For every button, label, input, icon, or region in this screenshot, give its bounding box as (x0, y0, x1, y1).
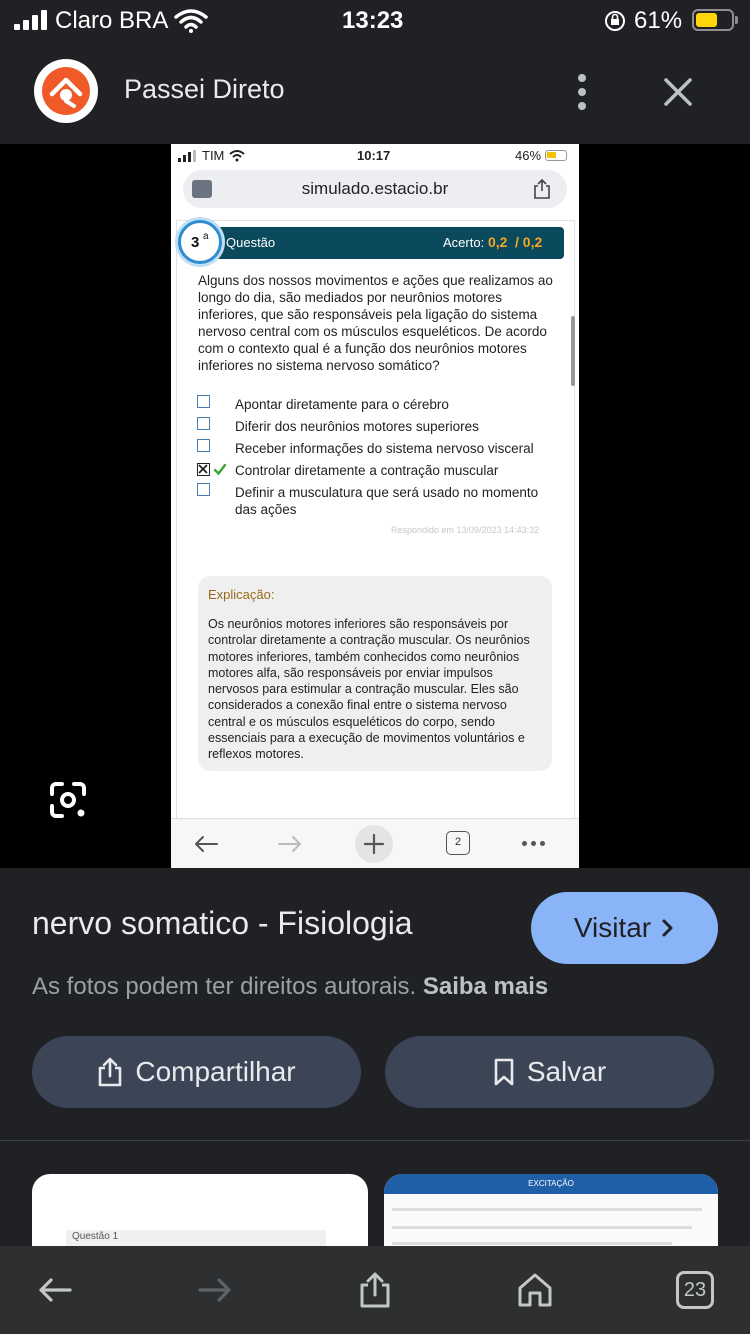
app-header (0, 44, 750, 144)
battery-icon (692, 9, 734, 31)
question-line: inferiores no sistema nervoso somático? (198, 358, 440, 373)
explanation-line: controlar diretamente a contração muscular. Os neurônios (208, 633, 530, 648)
visit-label: Visitar (573, 912, 652, 943)
tabs-button[interactable] (667, 1262, 723, 1318)
inner-signal-icon (178, 150, 198, 162)
related-thumb-text: Questão 1 (72, 1231, 119, 1242)
explanation-line: motores alfa, são responsáveis por enviar impulsos (208, 665, 493, 680)
option-label-correct: Controlar diretamente a contração muscular (235, 463, 499, 478)
share-icon (358, 1270, 392, 1310)
question-label: Questão (226, 235, 276, 250)
option-checkbox (197, 395, 210, 408)
save-label: Salvar (526, 1056, 607, 1087)
explanation-title: Explicação: (208, 587, 275, 602)
result-image[interactable] (171, 144, 579, 868)
share-icon (97, 1056, 123, 1088)
copyright-text: As fotos podem ter direitos autorais. (32, 973, 417, 1000)
option-label: Definir a musculatura que será usado no momento (235, 485, 539, 500)
signal-icon (14, 10, 48, 30)
visit-button[interactable] (531, 892, 718, 964)
share-nav-button[interactable] (347, 1262, 403, 1318)
question-header (212, 227, 564, 259)
related-thumb-line (392, 1226, 692, 1229)
inner-battery-percent: 46% (515, 148, 542, 163)
explanation-text (208, 616, 548, 763)
inner-more-icon (522, 841, 548, 846)
explanation-line: Os neurônios motores inferiores são responsáveis por (208, 617, 509, 631)
home-icon (516, 1271, 554, 1309)
app-title: Passei Direto (124, 74, 285, 104)
option-label: Diferir dos neurônios motores superiores (235, 419, 479, 434)
question-number: 3 (191, 234, 200, 251)
option-label: Receber informações do sistema nervoso visceral (235, 441, 534, 456)
explanation-line: central e os músculos esqueléticos do corpo, sendo (208, 714, 495, 729)
carrier-name: Claro BRA (55, 7, 169, 34)
explanation-box (198, 576, 552, 771)
lens-icon[interactable] (48, 780, 88, 820)
section-divider (0, 1140, 750, 1141)
chevron-right-icon (661, 918, 675, 938)
save-button[interactable] (385, 1036, 714, 1108)
question-line: longo do dia, são mediados por neurônios motores (198, 290, 502, 305)
explanation-line: essenciais para a execução de movimentos voluntários e (208, 731, 525, 746)
option-checkbox-checked (197, 463, 210, 476)
inner-clock: 10:17 (357, 148, 391, 163)
option-label-continued: das ações (235, 502, 297, 517)
question-line: Alguns dos nossos movimentos e ações que realizamos ao (198, 273, 553, 288)
bookmark-icon (493, 1057, 515, 1087)
copyright-notice (32, 973, 548, 1001)
inner-url-bar (183, 170, 567, 208)
related-thumb-header (384, 1174, 718, 1194)
inner-back-icon (193, 834, 219, 854)
explanation-line: considerados a conexão final entre o sistema nervoso (208, 698, 507, 713)
question-text (198, 272, 563, 374)
question-line: nervoso central com os músculos esqueléticos. De acordo (198, 324, 547, 339)
wifi-icon (174, 9, 208, 33)
inner-wifi-icon (229, 150, 245, 162)
clock: 13:23 (342, 7, 404, 34)
share-label: Compartilhar (135, 1056, 296, 1087)
home-button[interactable] (507, 1262, 563, 1318)
option-checkbox (197, 417, 210, 430)
answered-timestamp: Respondido em 13/09/2023 14:43:32 (391, 525, 540, 535)
result-title[interactable]: nervo somatico - Fisiologia (32, 905, 413, 941)
score-total: / 0,2 (515, 234, 543, 250)
lock-rotation-icon (604, 10, 626, 32)
question-line: inferiores, que são responsáveis pela ligação do sistema (198, 307, 538, 322)
inner-tabs-icon: 2 (446, 831, 470, 855)
score-label: Acerto: (443, 235, 485, 250)
question-line: com o contexto qual é a função dos neurônios motores (198, 341, 527, 356)
inner-toolbar (171, 818, 579, 868)
inner-forward-icon (277, 834, 303, 854)
explanation-line: reflexos motores. (208, 747, 304, 762)
explanation-line: nervosos para estimular a contração muscular. Eles são (208, 682, 519, 697)
question-number-badge (178, 220, 222, 264)
kebab-menu-icon (578, 74, 586, 82)
passei-direto-logo-icon (41, 66, 91, 116)
close-icon[interactable] (660, 74, 696, 110)
x-mark-icon (198, 464, 208, 474)
inner-battery-icon (545, 150, 567, 161)
learn-more-link[interactable]: Saiba mais (422, 973, 549, 1000)
back-button[interactable] (27, 1262, 83, 1318)
related-thumb-header-text: EXCITAÇÃO (528, 1179, 574, 1188)
option-checkbox (197, 439, 210, 452)
more-options-button[interactable] (566, 70, 598, 114)
forward-arrow-icon (197, 1276, 233, 1304)
battery-percent: 61% (634, 7, 683, 34)
inner-scrollbar (571, 316, 575, 386)
option-checkbox (197, 483, 210, 496)
share-button[interactable] (32, 1036, 361, 1108)
score-value: 0,2 (488, 234, 508, 250)
inner-url: simulado.estacio.br (301, 179, 449, 198)
back-arrow-icon (37, 1276, 73, 1304)
correct-check-icon (213, 463, 227, 476)
inner-share-icon (533, 178, 551, 200)
forward-button[interactable] (187, 1262, 243, 1318)
related-thumb-line (392, 1208, 702, 1211)
inner-new-tab-icon (355, 825, 393, 863)
inner-carrier: TIM (202, 148, 225, 163)
passei-direto-logo (34, 59, 98, 123)
question-number-sup: a (203, 231, 209, 242)
status-bar (0, 0, 750, 44)
tabs-icon: 23 (676, 1271, 714, 1309)
related-thumb-line (392, 1242, 672, 1245)
explanation-line: motores inferiores, também conhecidos como neurônios (208, 649, 520, 664)
option-label: Apontar diretamente para o cérebro (235, 397, 449, 412)
